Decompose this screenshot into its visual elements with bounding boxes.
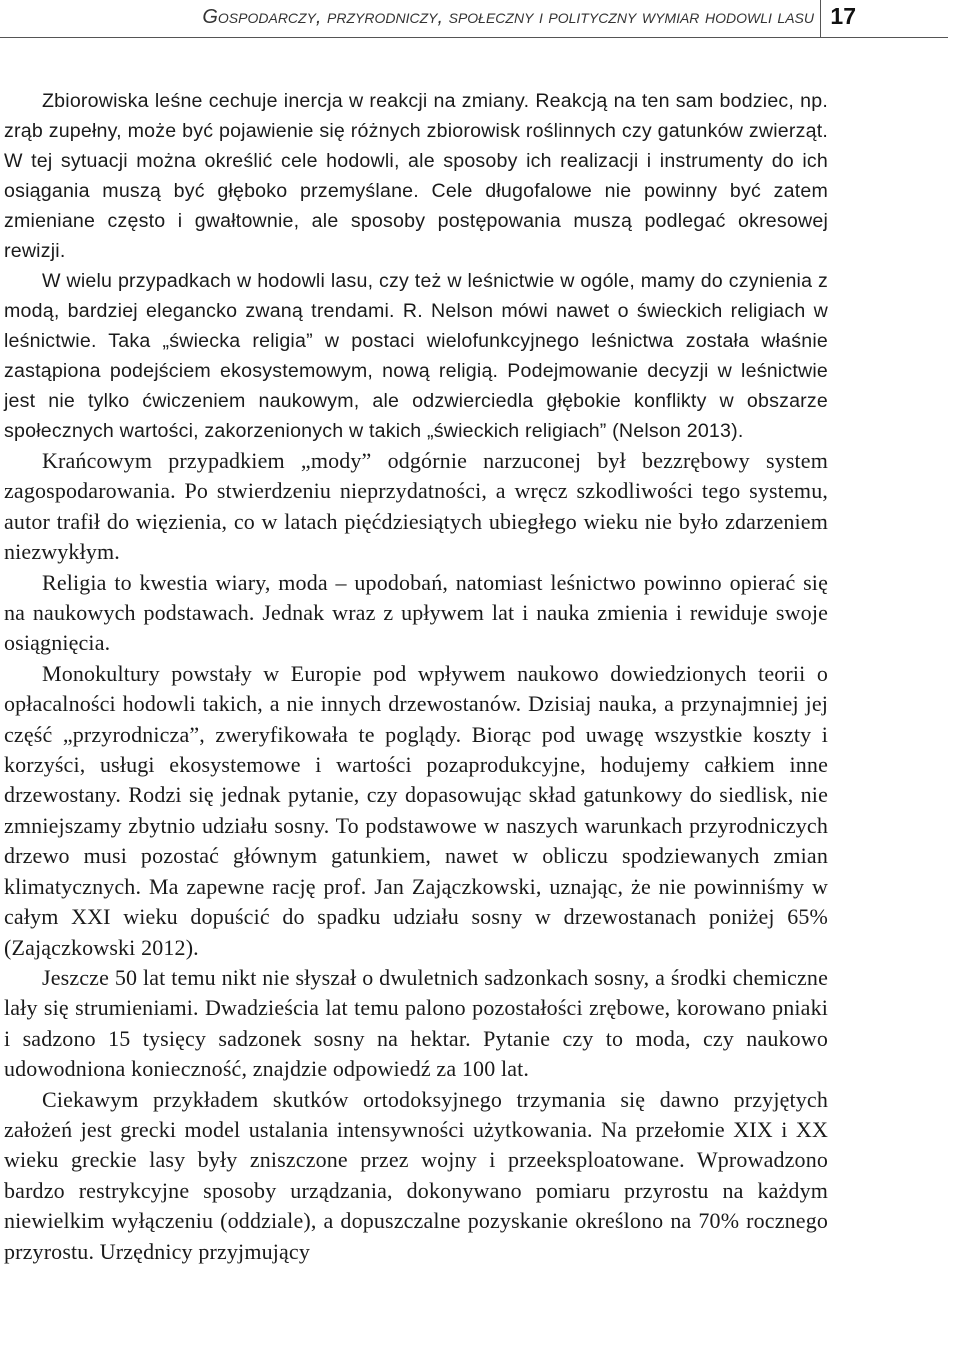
body-text [4,86,828,1267]
page-number: 17 [830,3,856,29]
paragraph: Jeszcze 50 lat temu nikt nie słyszał o dwuletnich sadzonkach sosny, a środki chemiczne lały się strumieniami. Dwadzieścia lat temu palono pozostałości zrębowe, korowano pniaki i sadzono 15 tysięcy sadzonek sosny na hektar. Pytanie czy to moda, czy naukowo udowodniona konieczność, znajdzie odpowiedź za 100 lat. [4,964,828,1082]
header-page-divider [820,0,821,38]
header-rule [0,37,948,38]
paragraph: Krańcowym przypadkiem „mody” odgórnie narzuconej był bezzrębowy system zagospodarowania. Po stwierdzeniu nieprzydatności, a wręcz szkodliwości tego systemu, autor trafił do więzienia, co w latach pięćdziesiątych ubiegłego wieku nie było zdarzeniem niezwykłym. [4,448,828,565]
paragraph: Ciekawym przykładem skutków ortodoksyjnego trzymania się dawno przyjętych założeń jest grecki model ustalania intensywności użytkowania. Na przełomie XIX i XX wieku greckie lasy były zniszczone przez wojny i przeeksploatowane. Wprowadzono bardzo restrykcyjne sposoby urządzania, dokonywano pomiaru przyrostu na każdym niewielkim wyłączeniu (oddziale), a dopuszczalne pozyskanie określono na 70% rocznego przyrostu. Urzędnicy przyjmujący [4,1086,828,1264]
running-header [0,0,960,40]
paragraph: Religia to kwestia wiary, moda – upodobań, natomiast leśnictwo powinno opierać się na naukowych podstawach. Jednak wraz z upływem lat i nauka zmienia i rewiduje swoje osiągnięcia. [4,569,828,656]
paragraph: Monokultury powstały w Europie pod wpływem naukowo dowiedzionych teorii o opłacalności hodowli takich, a nie innych drzewostanów. Dzisiaj nauka, a przynajmniej jej część „przyrodnicza”, zweryfikowała te poglądy. Biorąc pod uwagę wszystkie koszty i korzyści, usługi ekosystemowe i wartości pozaprodukcyjne, hodujemy całkiem inne drzewostany. Rodzi się jednak pytanie, czy dopasowując skład gatunkowy do siedlisk, nie zmniejszamy zbytnio udziału sosny. To podstawowe w naszych warunkach przyrodniczych drzewo musi pozostać głównym gatunkiem, nawet w obliczu spodziewanych zmian klimatycznych. Ma zapewne rację prof. Jan Zajączkowski, uznając, że nie powinniśmy w całym XXI wieku dopuścić do spadku udziału sosny w drzewostanach poniżej 65% (Zajączkowski 2012). [4,660,828,960]
paragraph: Zbiorowiska leśne cechuje inercja w reakcji na zmiany. Reakcją na ten sam bodziec, np. zrąb zupełny, może być pojawienie się różnych zbiorowisk roślinnych czy gatunków zwierząt. W tej sytuacji można określić cele hodowli, ale sposoby ich realizacji i instrumenty do ich osiągania muszą być głęboko przemyślane. Cele długofalowe nie powinny być zatem zmieniane często i gwałtownie, ale sposoby postępowania muszą podlegać okresowej rewizji. [4,90,828,262]
paragraph: W wielu przypadkach w hodowli lasu, czy też w leśnictwie w ogóle, mamy do czynienia z modą, bardziej elegancko zwaną trendami. R. Nelson mówi nawet o świeckich religiach w leśnictwie. Taka „świecka religia” w postaci wielofunkcyjnego leśnictwa została właśnie zastąpiona podejściem ekosystemowym, nową religią. Podejmowanie decyzji w leśnictwie jest nie tylko ćwiczeniem naukowym, ale odzwierciedla głębokie konflikty w obszarze społecznych wartości, zakorzenionych w takich „świeckich religiach” (Nelson 2013). [4,270,828,442]
running-title: Gospodarczy, przyrodniczy, społeczny i polityczny wymiar hodowli lasu [202,6,814,28]
